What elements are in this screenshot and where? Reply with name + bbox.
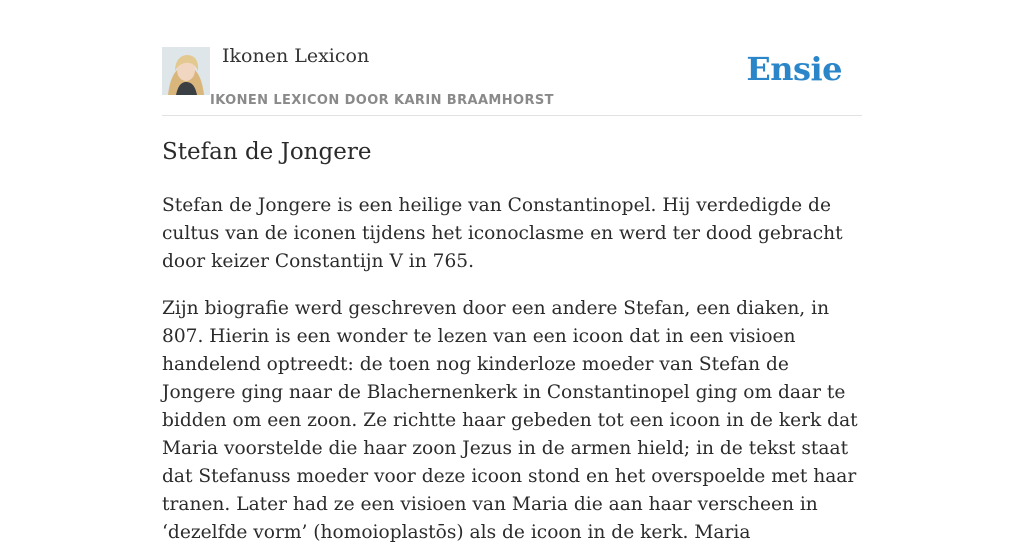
ensie-logo[interactable]: Ensie	[746, 50, 842, 88]
blog-name-link[interactable]: Ikonen Lexicon	[222, 45, 370, 67]
blog-subtitle: IKONEN LEXICON DOOR KARIN BRAAMHORST	[210, 93, 554, 108]
author-portrait-icon[interactable]	[162, 47, 210, 95]
content-column	[162, 0, 862, 543]
article-paragraph: Stefan de Jongere is een heilige van Constantinopel. Hij verdedigde de cultus van de iconen tijdens het iconoclasme en werd ter dood gebracht door keizer Constantijn V in 765.	[162, 195, 843, 272]
article-paragraph: Zijn biografie werd geschreven door een andere Stefan, een diaken, in 807. Hierin is een wonder te lezen van een icoon dat in een visioen handelend optreedt: de toen nog kinderloze moeder van Stefan de Jongere ging naar de Blachernenkerk in Constantinopel ging om daar te bidden om een zoon. Ze richtte haar gebeden tot een icoon in de kerk dat Maria voorstelde die haar zoon Jezus in de armen hield; in de tekst staat dat Stefanuss moeder voor deze icoon stond en het overspoelde met haar tranen. Later had ze een visioen van Maria die aan haar verscheen in ‘dezelfde vorm’ (homoioplastōs) als de icoon in de kerk. Maria	[162, 298, 858, 543]
site-header	[162, 0, 862, 116]
article-title: Stefan de Jongere	[162, 139, 372, 165]
